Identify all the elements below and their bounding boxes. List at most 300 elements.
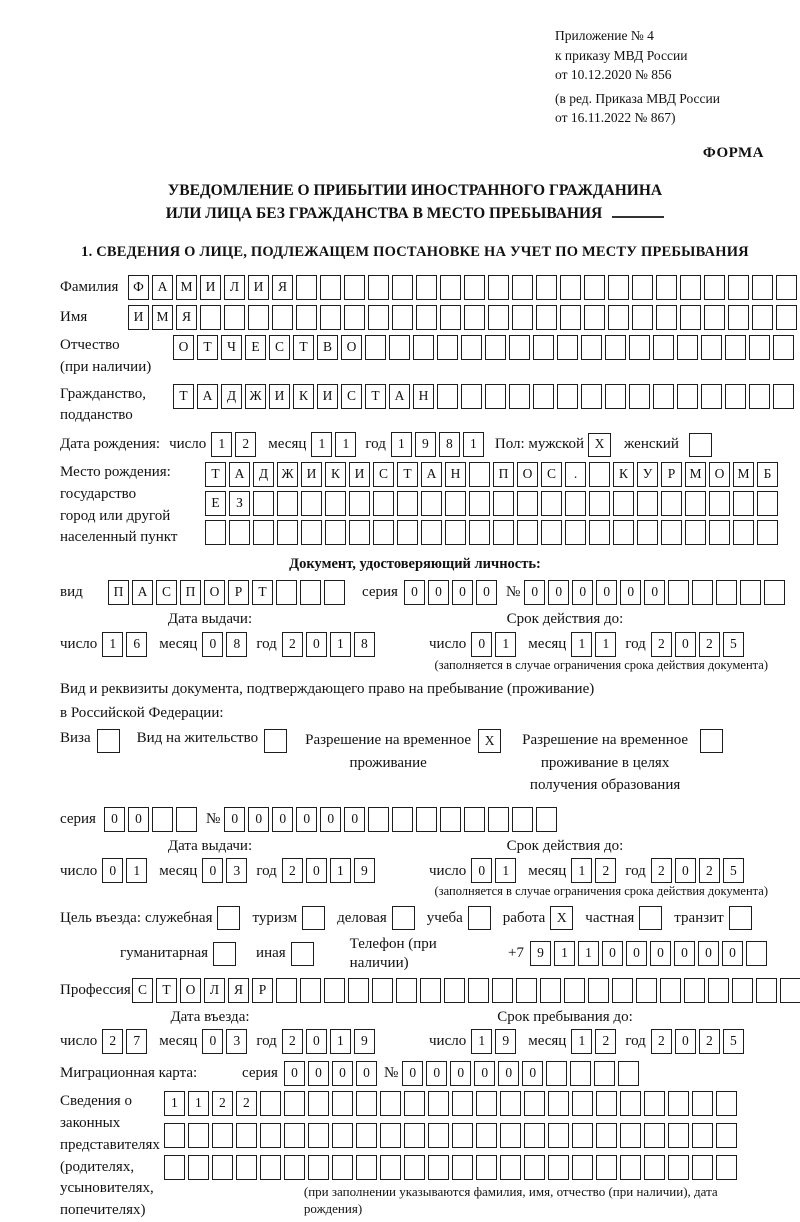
identity-doc-dates [60,610,770,657]
char-box [488,275,509,300]
day-label: число [429,636,467,653]
char-box: П [493,462,514,487]
day-label: число [429,862,467,879]
char-box [509,384,530,409]
char-box [668,580,689,605]
char-box: 1 [571,858,592,883]
char-box: 0 [102,858,123,883]
char-box [594,1061,615,1086]
char-box [420,978,441,1003]
representatives-block [60,1091,770,1222]
char-box: К [293,384,314,409]
char-box [332,1091,353,1116]
entry-dates-row [60,1008,770,1055]
day-label: число [60,862,98,879]
identity-doc-valid-date [405,610,770,657]
residence-doc-intro2: в Российской Федерации: [60,705,224,722]
char-box [677,384,698,409]
purpose-option [427,906,494,930]
char-box: 2 [282,1029,303,1054]
char-box: 0 [674,941,695,966]
firstname-boxes [128,305,800,330]
char-box [776,275,797,300]
char-box: 2 [699,858,720,883]
char-box: Л [204,978,225,1003]
char-box: И [317,384,338,409]
char-box: А [132,580,153,605]
char-box [332,1123,353,1148]
char-box: 0 [626,941,647,966]
year-label: год [256,862,277,879]
birthplace-row3-boxes [205,520,781,545]
valid-month-boxes [571,632,619,657]
char-box: Т [397,462,418,487]
purpose-private-checkbox [639,906,665,930]
char-box [260,1155,281,1180]
char-box [564,978,585,1003]
valid-day-boxes [471,632,519,657]
char-box: 1 [188,1091,209,1116]
char-box [605,335,626,360]
char-box [152,807,173,832]
issue-month-boxes [202,632,250,657]
char-box: 0 [306,632,327,657]
issue-year-boxes [282,858,378,883]
char-box [365,335,386,360]
char-box [733,491,754,516]
char-box: 0 [498,1061,519,1086]
month-label: месяц [159,636,198,653]
char-box: 0 [522,1061,543,1086]
char-box [356,1091,377,1116]
edu-permit-label: Разрешение на временное проживание в целях получения образования [522,732,689,794]
sex-female-label: женский [624,436,679,453]
char-box [349,520,370,545]
purpose-work-checkbox [550,906,576,930]
char-box [565,520,586,545]
char-box [308,1123,329,1148]
char-box: 0 [272,807,293,832]
char-box [217,906,240,930]
month-label: месяц [159,862,198,879]
char-box [392,305,413,330]
char-box [689,433,712,457]
char-box [632,305,653,330]
purpose-option-label: частная [585,909,635,926]
char-box: 0 [202,632,223,657]
char-box: Я [176,305,197,330]
char-box: 0 [524,580,545,605]
char-box: А [421,462,442,487]
char-box [188,1155,209,1180]
identity-doc-issue-date [60,610,405,657]
stay-until-heading: Срок пребывания до: [497,1008,633,1025]
birthplace-row2-boxes [205,491,781,516]
char-box: 0 [356,1061,377,1086]
char-box [264,729,287,753]
year-label: год [256,1033,277,1050]
char-box [541,520,562,545]
char-box [176,807,197,832]
stay-until-year-boxes [651,1029,747,1054]
char-box: О [517,462,538,487]
edu-permit-checkbox [700,729,726,753]
char-box [728,275,749,300]
char-box [701,335,722,360]
legal-reference-line: от 10.12.2020 № 856 [555,67,672,83]
char-box [656,275,677,300]
char-box [512,807,533,832]
purpose-transit-checkbox [729,906,755,930]
char-box: 2 [212,1091,233,1116]
char-box: 2 [651,632,672,657]
char-box: 0 [548,580,569,605]
char-box: Б [757,462,778,487]
char-box [164,1155,185,1180]
char-box: Д [221,384,242,409]
char-box [348,978,369,1003]
day-label: число [169,436,207,453]
citizenship-row [60,384,770,428]
char-box: 0 [572,580,593,605]
char-box [620,1155,641,1180]
char-box [212,1155,233,1180]
char-box: К [325,462,346,487]
char-box: 0 [698,941,719,966]
residence-doc-options [60,729,770,797]
char-box [500,1091,521,1116]
citizenship-label: Гражданство, подданство [60,385,147,424]
char-box: 1 [471,1029,492,1054]
profession-label: Профессия [60,981,131,998]
char-box: Е [245,335,266,360]
char-box: 1 [335,432,356,457]
char-box [541,491,562,516]
char-box: 5 [723,858,744,883]
char-box: Т [252,580,273,605]
month-label: месяц [528,636,567,653]
char-box [308,1091,329,1116]
char-box [572,1155,593,1180]
visa-checkbox [97,729,123,753]
char-box [589,462,610,487]
char-box [613,491,634,516]
char-box [668,1123,689,1148]
char-box [509,335,530,360]
char-box [380,1091,401,1116]
birth-day-boxes [211,432,259,457]
char-box [692,1155,713,1180]
char-box [708,978,729,1003]
char-box: 1 [571,1029,592,1054]
char-box: О [341,335,362,360]
valid-until-heading: Срок действия до: [506,837,624,854]
char-box: 0 [224,807,245,832]
char-box [344,275,365,300]
identity-doc-note: (заполняется в случае ограничения срока действия документа) [434,658,768,673]
char-box: 0 [675,632,696,657]
representatives-label: Сведения о законных представителях (родителях, усыновителях, попечителях) [60,1093,160,1219]
char-box [296,305,317,330]
char-box: 0 [202,858,223,883]
month-label: месяц [528,862,567,879]
legal-reference-amendment: от 16.11.2022 № 867) [555,110,676,126]
purpose-option-label: работа [502,909,546,926]
char-box: 0 [650,941,671,966]
char-box [725,384,746,409]
char-box [517,520,538,545]
char-box [608,275,629,300]
char-box [517,491,538,516]
char-box [164,1123,185,1148]
section1-heading: 1. СВЕДЕНИЯ О ЛИЦЕ, ПОДЛЕЖАЩЕМ ПОСТАНОВКЕ НА УЧЕТ ПО МЕСТУ ПРЕБЫВАНИЯ [81,244,749,261]
char-box: Т [365,384,386,409]
char-box [368,305,389,330]
identity-doc-number-boxes [524,580,788,605]
char-box: Т [205,462,226,487]
char-box [661,520,682,545]
char-box: О [204,580,225,605]
year-label: год [625,636,646,653]
char-box [605,384,626,409]
char-box [692,580,713,605]
char-box [272,305,293,330]
valid-month-boxes [571,858,619,883]
char-box: 2 [651,1029,672,1054]
residence-doc-series-boxes [104,807,200,832]
char-box [476,1123,497,1148]
phone-prefix: +7 [508,945,524,962]
legal-reference-line: Приложение № 4 [555,28,654,43]
char-box [560,305,581,330]
char-box: М [733,462,754,487]
migration-card-number-boxes [402,1061,642,1086]
char-box [300,978,321,1003]
char-box: X [588,433,611,457]
temp-permit-checkbox [478,729,504,753]
purpose-option [256,942,317,966]
char-box [488,807,509,832]
char-box: И [200,275,221,300]
char-box [752,305,773,330]
char-box [581,335,602,360]
char-box [629,335,650,360]
valid-day-boxes [471,858,519,883]
char-box: 1 [554,941,575,966]
char-box: 0 [620,580,641,605]
char-box: Д [253,462,274,487]
char-box [308,1155,329,1180]
char-box [729,906,752,930]
char-box: Р [661,462,682,487]
char-box: А [197,384,218,409]
profession-boxes [132,978,800,1003]
char-box: 0 [596,580,617,605]
char-box [428,1123,449,1148]
char-box: 1 [571,632,592,657]
identity-doc-series-label: серия [362,584,398,601]
char-box: И [128,305,149,330]
char-box [188,1123,209,1148]
char-box [392,807,413,832]
char-box [716,1155,737,1180]
patronymic-boxes [173,335,797,360]
char-box: 9 [530,941,551,966]
char-box [692,1091,713,1116]
residence-permit-label: Вид на жительство [136,730,259,747]
char-box [284,1155,305,1180]
char-box: 2 [282,858,303,883]
char-box: Т [293,335,314,360]
char-box [548,1155,569,1180]
char-box [236,1155,257,1180]
char-box [464,275,485,300]
identity-doc-type-boxes [108,580,348,605]
issue-month-boxes [202,858,250,883]
char-box: И [248,275,269,300]
phone-label: Телефон (при наличии) [349,936,437,971]
char-box [253,520,274,545]
form-word-label: ФОРМА [702,144,764,161]
char-box: С [341,384,362,409]
char-box [320,275,341,300]
char-box: Ф [128,275,149,300]
char-box [746,941,767,966]
char-box [356,1123,377,1148]
year-label: год [625,862,646,879]
char-box [661,491,682,516]
char-box [596,1155,617,1180]
identity-doc-number-label: № [505,584,521,601]
day-label: число [60,1033,98,1050]
char-box: 0 [306,858,327,883]
char-box [512,275,533,300]
char-box: 1 [391,432,412,457]
legal-reference-amendment: (в ред. Приказа МВД России [555,90,720,106]
char-box: З [229,491,250,516]
identity-doc-series-boxes [404,580,500,605]
char-box [572,1123,593,1148]
char-box [701,384,722,409]
char-box [752,275,773,300]
sex-male-checkbox [588,433,614,457]
entry-month-boxes [202,1029,250,1054]
entry-date-heading: Дата въезда: [170,1008,250,1025]
valid-year-boxes [651,632,747,657]
document-title-line1: УВЕДОМЛЕНИЕ О ПРИБЫТИИ ИНОСТРАННОГО ГРАЖДАНИНА [167,181,663,199]
birthdate-label: Дата рождения: [60,436,161,453]
char-box: 2 [699,1029,720,1054]
issue-day-boxes [102,632,150,657]
char-box [224,305,245,330]
char-box: 7 [126,1029,147,1054]
entry-year-boxes [282,1029,378,1054]
char-box: 0 [344,807,365,832]
sex-female-checkbox [689,433,715,457]
char-box [709,520,730,545]
birthplace-row1-boxes [205,462,781,487]
birth-month-boxes [311,432,359,457]
char-box [396,978,417,1003]
char-box: 0 [675,1029,696,1054]
char-box: А [389,384,410,409]
char-box [620,1091,641,1116]
char-box [668,1091,689,1116]
char-box [413,335,434,360]
legal-reference-block [555,26,770,128]
char-box [291,942,314,966]
char-box: 0 [248,807,269,832]
char-box: 3 [226,1029,247,1054]
char-box [780,978,800,1003]
issue-day-boxes [102,858,150,883]
char-box: И [269,384,290,409]
migration-card-series-boxes [284,1061,380,1086]
char-box [397,520,418,545]
char-box [524,1091,545,1116]
char-box [725,335,746,360]
issue-date-heading: Дата выдачи: [167,837,253,854]
char-box [500,1155,521,1180]
char-box [356,1155,377,1180]
birthplace-boxes [205,462,781,549]
char-box [296,275,317,300]
char-box: И [301,462,322,487]
char-box: Р [252,978,273,1003]
char-box [476,1091,497,1116]
char-box [404,1091,425,1116]
char-box [301,491,322,516]
day-label: число [60,636,98,653]
char-box: X [550,906,573,930]
char-box [332,1155,353,1180]
char-box [428,1155,449,1180]
char-box: 0 [644,580,665,605]
char-box [392,275,413,300]
char-box: 8 [226,632,247,657]
char-box [469,491,490,516]
purpose-official-checkbox [217,906,243,930]
char-box [516,978,537,1003]
stay-until-day-boxes [471,1029,519,1054]
year-label: год [365,436,386,453]
char-box: 0 [675,858,696,883]
char-box [452,1123,473,1148]
char-box: 0 [450,1061,471,1086]
char-box: 0 [402,1061,423,1086]
purpose-business-checkbox [392,906,418,930]
char-box [372,978,393,1003]
char-box [565,491,586,516]
char-box [213,942,236,966]
char-box: 8 [354,632,375,657]
char-box: 9 [495,1029,516,1054]
purpose-option-label: туризм [252,909,298,926]
year-label: год [625,1033,646,1050]
char-box [301,520,322,545]
purpose-study-checkbox [468,906,494,930]
char-box [277,520,298,545]
char-box: 9 [415,432,436,457]
valid-year-boxes [651,858,747,883]
char-box: 1 [595,632,616,657]
char-box [589,491,610,516]
char-box [229,520,250,545]
char-box [469,462,490,487]
char-box: 2 [102,1029,123,1054]
char-box: В [317,335,338,360]
char-box [492,978,513,1003]
